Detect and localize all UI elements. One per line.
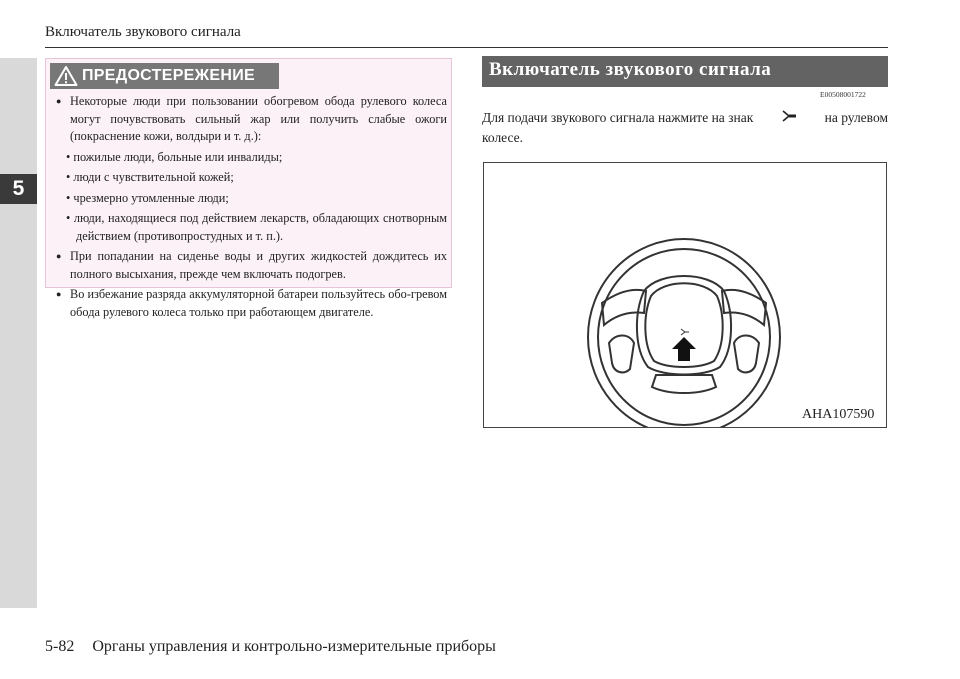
section-body [482,108,888,148]
page-number: 5-82 [45,638,75,655]
warning-bullet-2: ● При попадании на сиденье воды и других жидкостей дождитесь их полного высыхания, прежде чем включать подогрев. [56,248,447,283]
warning-header [50,63,279,89]
warning-sub-item-2: • люди с чувствительной кожей; [66,170,234,184]
warning-bullet-1: ● Некоторые люди при пользовании обогревом обода рулевого колеса могут почувствовать сильный жар или получить слабые ожоги (покраснение кожи, волдыри и т. д.): [56,93,447,146]
steering-wheel-figure [483,162,887,428]
document-code: E00508001722 [820,90,866,99]
body-text-part-2: на рулевом [824,110,888,125]
section-title: Включатель звукового сигнала [489,59,772,80]
section-title-bar [482,56,888,87]
warning-triangle-icon [54,65,78,87]
warning-title: ПРЕДОСТЕРЕЖЕНИЕ [82,67,255,84]
warning-box [45,58,452,319]
header-rule [45,47,888,48]
chapter-tab: 5 [0,174,37,204]
horn-icon [781,108,797,120]
footer-chapter-title: Органы управления и контрольно-измерительные приборы [92,638,496,655]
chapter-side-strip [0,58,37,608]
running-title: Включатель звукового сигнала [45,24,241,40]
warning-sub-item-4: • люди, находящиеся под действием лекарств, обладающих снотворным действием (противопростудных и т. п.). [66,211,447,243]
body-text-part-3: колесе. [482,130,524,145]
warning-body [56,93,447,321]
steering-wheel-horn-illustration [484,163,886,427]
warning-sub-item-3: • чрезмерно утомленные люди; [66,190,229,205]
body-text-part-1: Для подачи звукового сигнала нажмите на знак [482,110,754,125]
warning-sub-item-1: • пожилые люди, больные или инвалиды; [66,149,283,164]
page-footer [45,638,496,656]
warning-bullet-3: ● Во избежание разряда аккумуляторной батареи пользуйтесь обо-гревом обода рулевого колеса только при работающем двигателе. [56,286,447,321]
figure-code: AHA107590 [802,407,875,422]
